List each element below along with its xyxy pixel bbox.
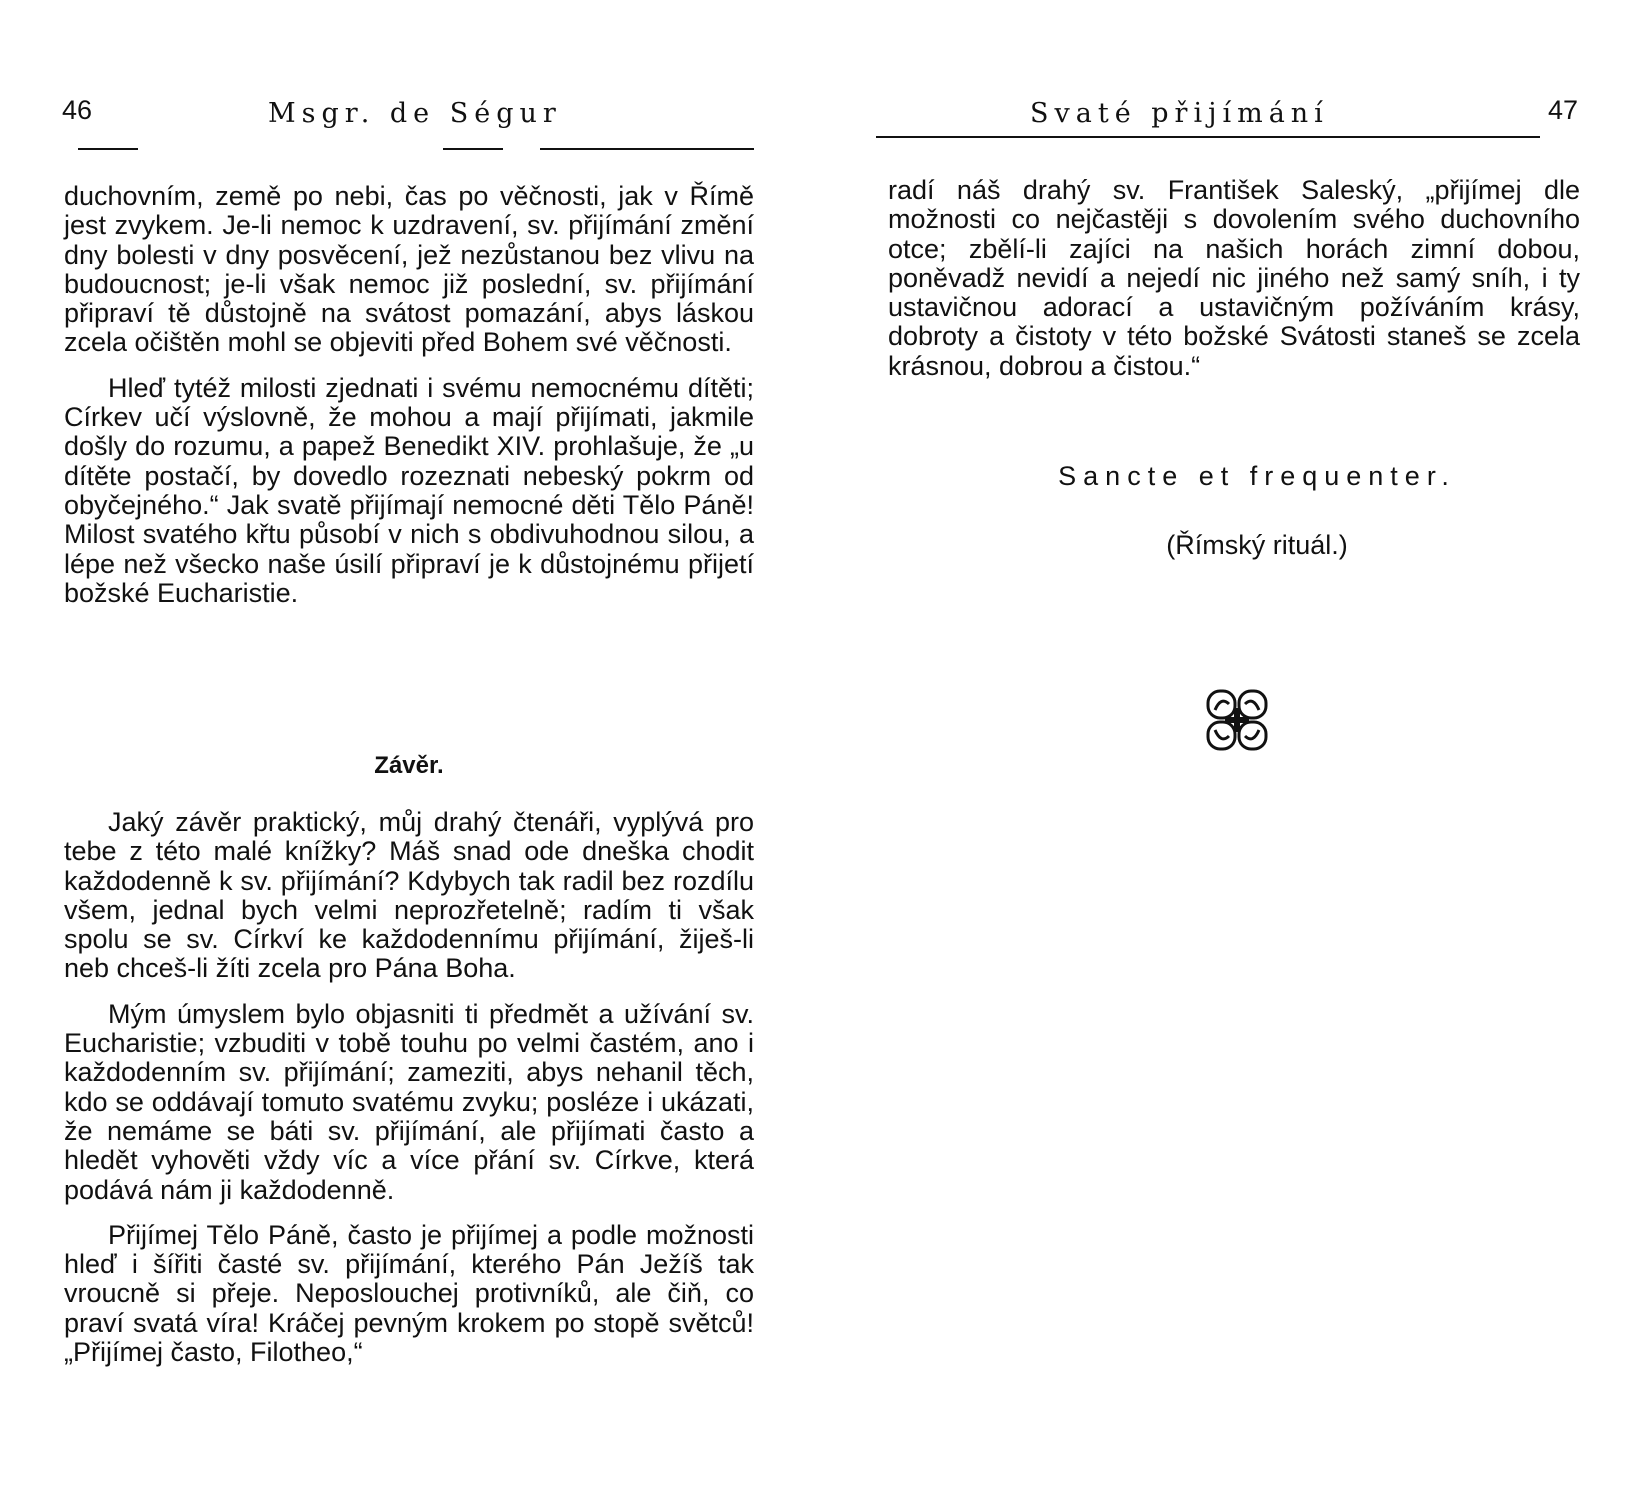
left-body-top	[64, 182, 754, 608]
header-rule-right	[876, 136, 1540, 138]
conclusion-paragraph-3: Přijímej Tělo Páně, často je přijímej a podle možnosti hleď i šířiti časté sv. přijímání, kterého Pán Ježíš tak vroucně si přeje. Neposlouchej protivníků, ale čiň, co praví svatá víra! Kráčej pevným krokem po stopě světců! „Přijímej často, Filotheo,“	[64, 1219, 754, 1368]
motto: Sancte et frequenter.	[1058, 461, 1456, 491]
header-rule-left-a	[78, 148, 138, 150]
running-head-left: Msgr. de Ségur	[268, 98, 562, 129]
left-page	[0, 0, 800, 1500]
running-head-right: Svaté přijímání	[1030, 98, 1329, 129]
right-paragraph: radí náš drahý sv. František Saleský, „přijímej dle možnosti co nejčastěji s dovolením svého duchovního otce; zbělí-li zajíci na našich horách zimní dobou, poněvadž nevidí a nejedí nic jiného než samý sníh, i ty ustavičnou adorací a ustavičným požíváním krásy, dobroty a čistoty v této božské Svátosti staneš se zcela krásnou, dobrou a čistou.“	[888, 175, 1580, 381]
conclusion-paragraph-2: Mým úmyslem bylo objasniti ti předmět a užívání sv. Eucharistie; vzbuditi v tobě touhu po velmi častém, ano i každodenním sv. přijímání; zameziti, abys nehanil těch, kdo se oddávají tomuto svatému zvyku; posléze i ukázati, že nemáme se báti sv. přijímání, ale přijímati často a hledět vyhověti vždy víc a více přání sv. Církve, která podává nám ji každodenně.	[64, 998, 754, 1205]
floral-ornament-icon	[1205, 688, 1269, 752]
header-rule-left-c	[540, 148, 754, 150]
page-number-left: 46	[62, 95, 93, 125]
conclusion-paragraph-1: Jaký závěr praktický, můj drahý čtenáři, vyplývá pro tebe z této malé knížky? Máš snad ode dneška chodit každodenně k sv. přijímání? Kdybych tak radil bez rozdílu všem, jednal bych velmi neprozřetelně; radím ti však spolu se sv. Církví ke každodennímu přijímání, žiješ-li neb chceš-li žíti zcela pro Pána Boha.	[64, 807, 754, 984]
left-body-conclusion	[64, 808, 754, 1367]
page-number-right: 47	[1548, 95, 1579, 125]
intro-paragraph: duchovním, země po nebi, čas po věčnosti, jak v Římě jest zvykem. Je-li nemoc k uzdravení, sv. přijímání změní dny bolesti v dny posvěcení, jež nezůstanou bez vlivu na budoucnost; je-li však nemoc již poslední, sv. přijímání připraví tě důstojně na svátost pomazání, abys láskou zcela očištěn mohl se objeviti před Bohem své věčnosti.	[64, 181, 754, 358]
right-body	[888, 176, 1580, 381]
children-paragraph: Hleď tytéž milosti zjednati i svému nemocnému dítěti; Církev učí výslovně, že mohou a mají přijímati, jakmile došly do rozumu, a papež Benedikt XIV. prohlašuje, že „u dítěte postačí, by dovedlo rozeznati nebeský pokrm od obyčejného.“ Jak svatě přijímají nemocné děti Tělo Páně! Milost svatého křtu působí v nich s obdivuhodnou silou, a lépe než všecko naše úsilí připraví je k důstojnému přijetí božské Eucharistie.	[64, 372, 754, 608]
header-rule-left-b	[443, 148, 503, 150]
motto-source: (Římský rituál.)	[1166, 530, 1348, 560]
section-heading: Závěr.	[374, 752, 444, 779]
